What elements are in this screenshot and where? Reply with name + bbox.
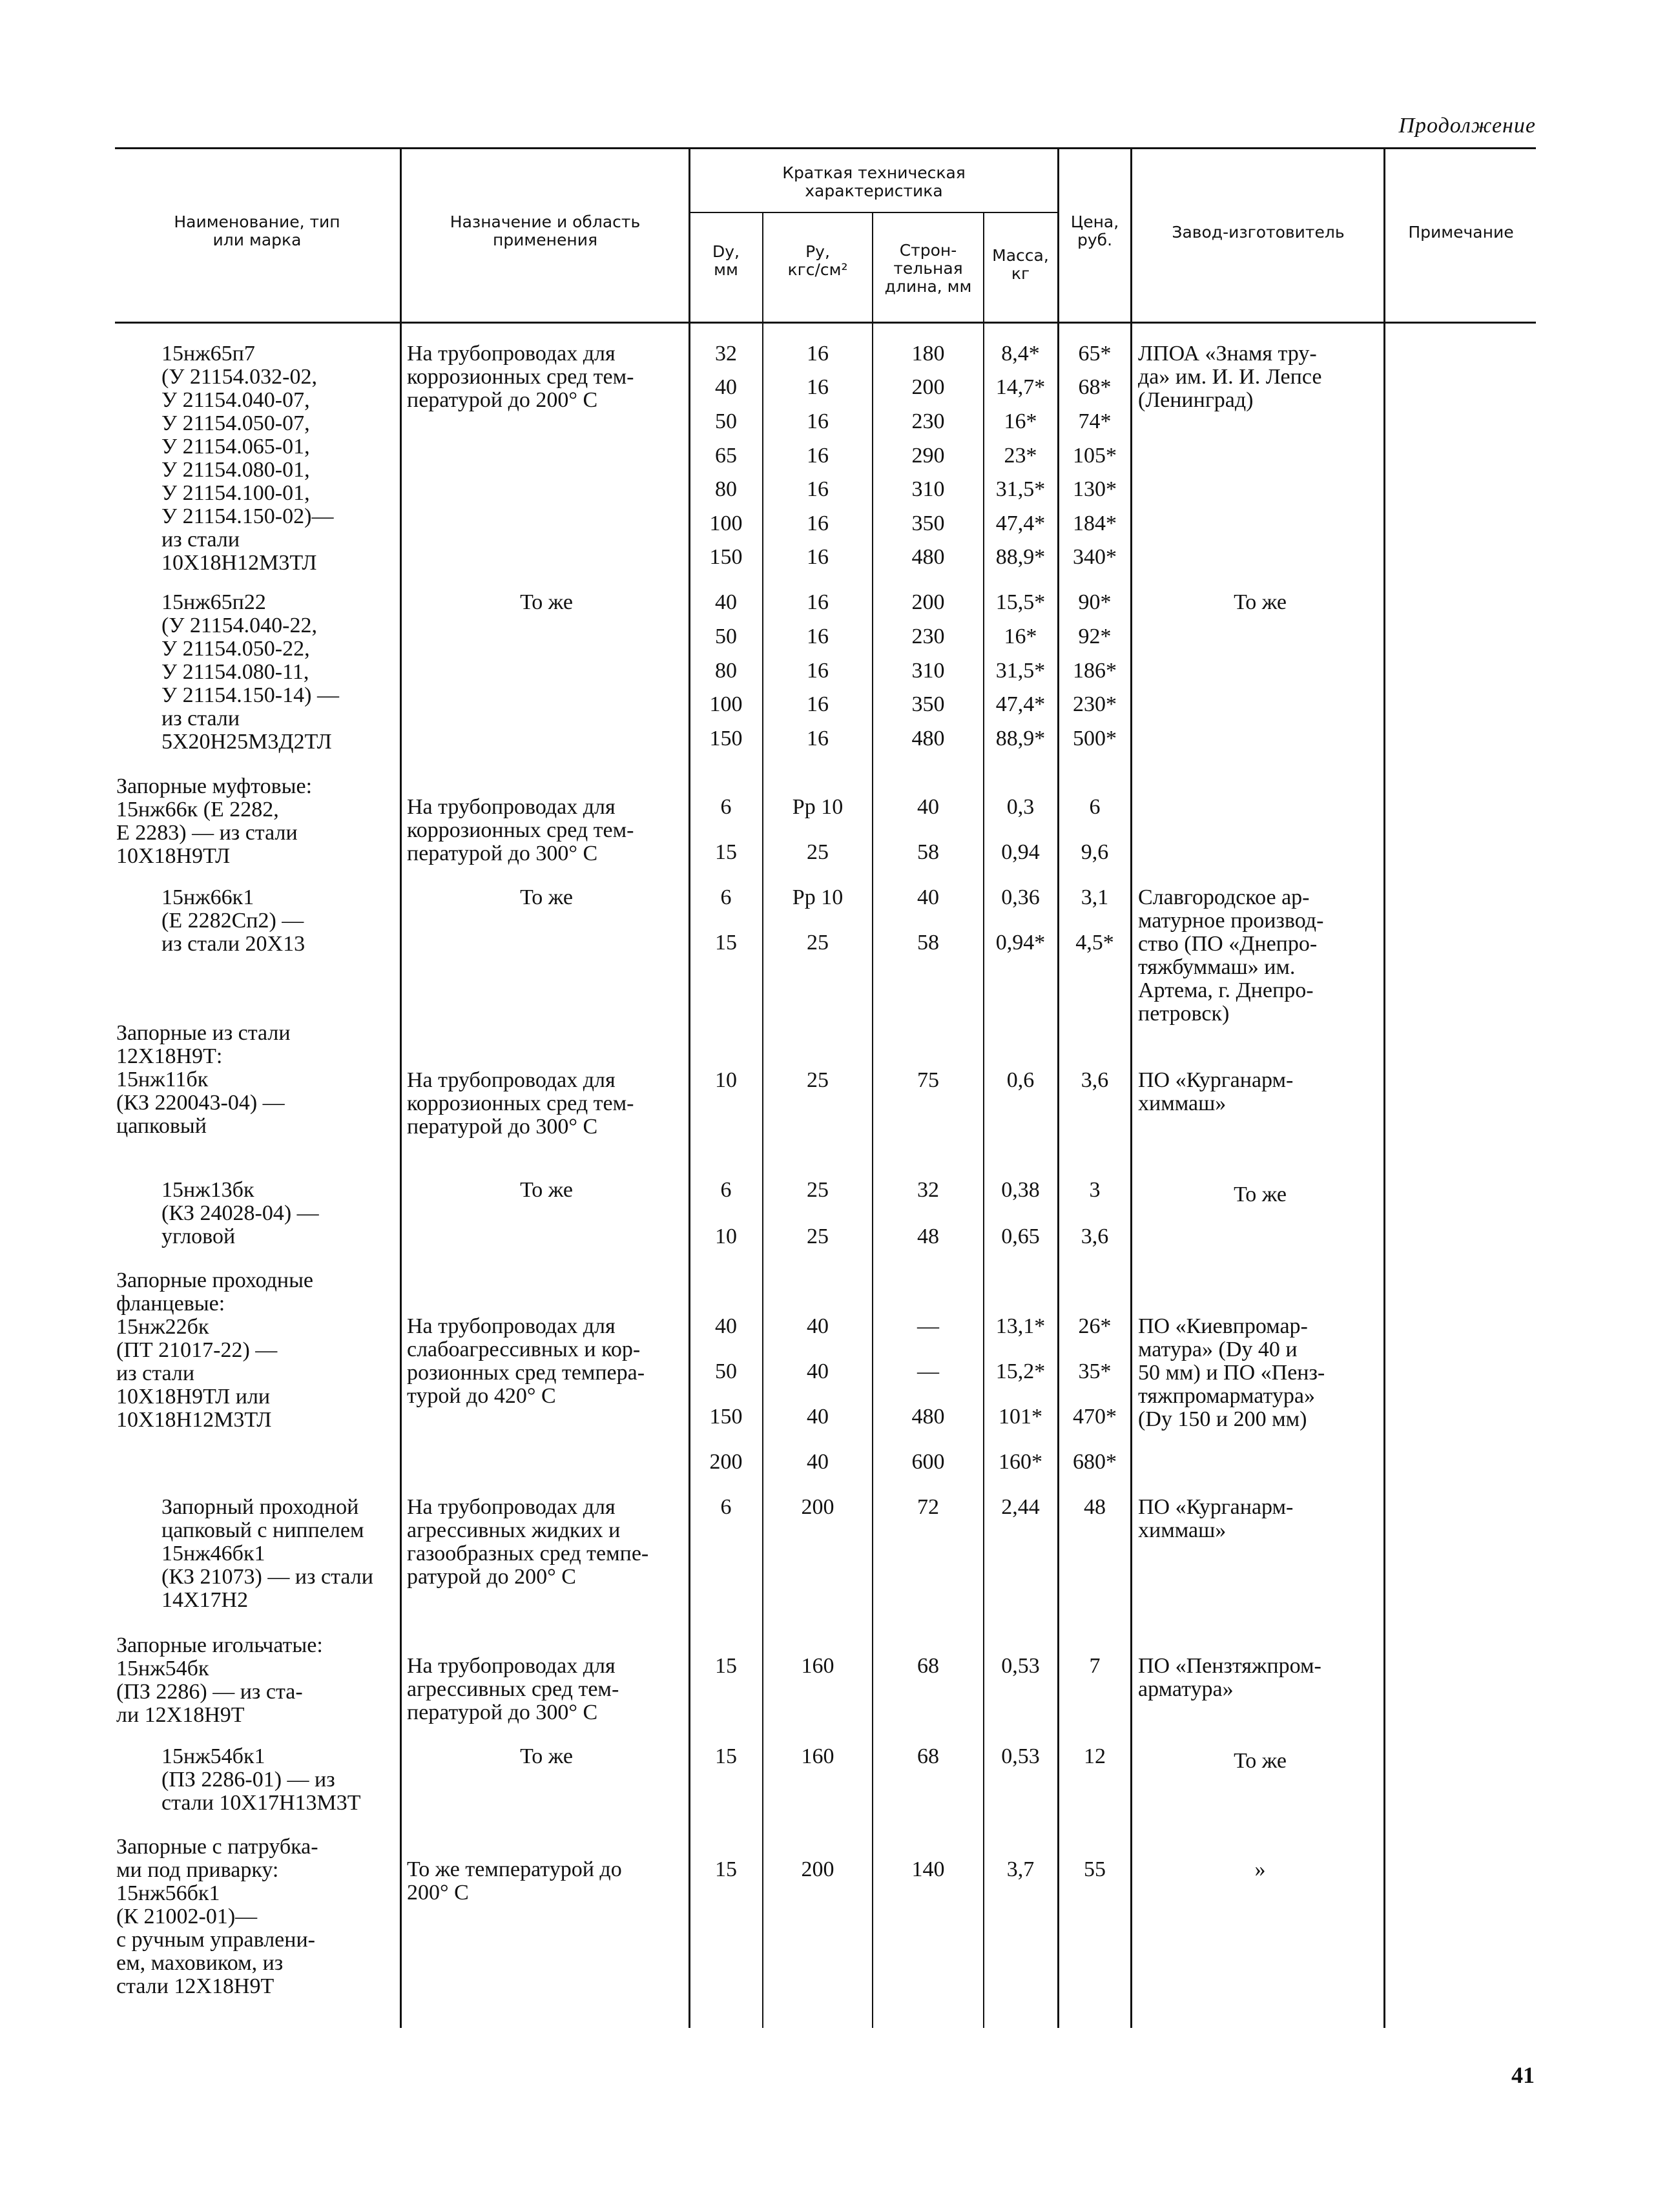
dy-value: 10: [715, 1068, 737, 1092]
item-manufacturer: ПО «Курганарм- химмаш»: [1138, 1068, 1294, 1115]
mass-value: 16*: [1004, 625, 1037, 648]
dy-value: 150: [709, 727, 743, 750]
price-value: 6: [1089, 795, 1101, 819]
price-value: 680*: [1073, 1450, 1117, 1474]
dy-value: 15: [715, 1857, 737, 1881]
col-divider-3: [762, 213, 763, 2028]
item-name: 15нж54бк1 (ПЗ 2286-01) — из стали 10Х17Н13М3Т: [161, 1744, 361, 1815]
item-name: 15нж65п22 (У 21154.040-22, У 21154.050-22, У 21154.080-11, У 21154.150-14) — из стали 5Х20Н25М3Д2ТЛ: [161, 590, 339, 754]
mass-value: 2,44: [1001, 1495, 1040, 1519]
item-purpose: На трубопроводах для коррозионных сред тем- пературой до 200° С: [407, 342, 634, 412]
price-value: 130*: [1073, 477, 1117, 501]
py-value: 16: [807, 512, 829, 535]
price-value: 500*: [1073, 727, 1117, 750]
length-value: 40: [917, 885, 939, 909]
dy-value: 40: [715, 375, 737, 399]
item-manufacturer: Славгородское ар- матурное производ- ство (ПО «Днепро- тяжбуммаш» им. Артема, г. Днепро- петровск): [1138, 885, 1324, 1026]
item-manufacturer: То же: [1234, 590, 1287, 614]
price-value: 340*: [1073, 545, 1117, 569]
length-value: 600: [911, 1450, 945, 1474]
price-value: 3,6: [1081, 1068, 1109, 1092]
price-value: 65*: [1078, 342, 1112, 366]
length-value: 310: [911, 659, 945, 683]
item-manufacturer: ПО «Пензтяжпром- арматура»: [1138, 1654, 1321, 1701]
item-purpose: То же: [520, 1178, 573, 1202]
price-value: 48: [1084, 1495, 1106, 1519]
dy-value: 50: [715, 625, 737, 648]
header-purpose: Назначение и область применения: [450, 212, 641, 249]
dy-value: 80: [715, 477, 737, 501]
item-name: 15нж66к1 (Е 2282Сп2) — из стали 20Х13: [161, 885, 306, 956]
mass-value: 0,38: [1001, 1178, 1040, 1202]
mass-value: 88,9*: [995, 545, 1046, 569]
length-value: 350: [911, 692, 945, 716]
mass-value: 0,53: [1001, 1654, 1040, 1678]
header-mass: Масса, кг: [992, 246, 1049, 283]
dy-value: 15: [715, 1744, 737, 1768]
length-value: 350: [911, 512, 945, 535]
mass-value: 15,2*: [995, 1359, 1046, 1383]
dy-value: 65: [715, 444, 737, 468]
py-value: 16: [807, 444, 829, 468]
item-purpose: На трубопроводах для слабоагрессивных и кор- розионных сред темпера- турой до 420° С: [407, 1314, 645, 1408]
price-value: 68*: [1078, 375, 1112, 399]
header-py: Pу, кгс/см²: [787, 242, 848, 279]
dy-value: 100: [709, 692, 743, 716]
py-value: 25: [807, 1225, 829, 1248]
item-purpose: На трубопроводах для агрессивных жидких и газообразных сред темпе- ратурой до 200° С: [407, 1495, 649, 1589]
price-value: 26*: [1078, 1314, 1112, 1338]
dy-value: 40: [715, 1314, 737, 1338]
py-value: Pр 10: [792, 795, 844, 819]
length-value: 58: [917, 840, 939, 864]
dy-value: 32: [715, 342, 737, 366]
length-value: 180: [911, 342, 945, 366]
length-value: 230: [911, 625, 945, 648]
header-dy: Dу, мм: [712, 242, 740, 279]
dy-value: 150: [709, 1405, 743, 1429]
length-value: 200: [911, 590, 945, 614]
item-name: Запорный проходной цапковый с ниппелем 15нж46бк1 (КЗ 21073) — из стали 14Х17Н2: [161, 1495, 373, 1612]
py-value: 16: [807, 659, 829, 683]
page-number: 41: [1511, 2062, 1535, 2088]
length-value: 310: [911, 477, 945, 501]
dy-value: 6: [720, 1178, 732, 1202]
mass-value: 0,65: [1001, 1225, 1040, 1248]
item-manufacturer: То же: [1234, 1749, 1287, 1773]
item-name: Запорные игольчатые: 15нж54бк (ПЗ 2286) — из ста- ли 12Х18Н9Т: [116, 1633, 323, 1727]
py-value: 40: [807, 1405, 829, 1429]
py-value: 16: [807, 625, 829, 648]
header-note: Примечание: [1408, 223, 1514, 242]
table-top-rule: [115, 147, 1536, 149]
py-value: 200: [801, 1495, 834, 1519]
price-value: 74*: [1078, 409, 1112, 433]
item-purpose: То же: [520, 1744, 573, 1768]
length-value: 140: [911, 1857, 945, 1881]
length-value: 68: [917, 1654, 939, 1678]
price-value: 4,5*: [1075, 931, 1114, 955]
dy-value: 6: [720, 1495, 732, 1519]
length-value: 480: [911, 1405, 945, 1429]
mass-value: 0,94: [1001, 840, 1040, 864]
py-value: 16: [807, 342, 829, 366]
mass-value: 101*: [999, 1405, 1042, 1429]
col-divider-1: [400, 149, 402, 2028]
mass-value: 13,1*: [995, 1314, 1046, 1338]
col-divider-7: [1130, 149, 1132, 2028]
mass-value: 0,36: [1001, 885, 1040, 909]
col-divider-2: [689, 149, 690, 2028]
price-value: 3: [1089, 1178, 1101, 1202]
dy-value: 100: [709, 512, 743, 535]
dy-value: 150: [709, 545, 743, 569]
mass-value: 3,7: [1006, 1857, 1035, 1881]
price-value: 230*: [1073, 692, 1117, 716]
header-bottom-rule: [115, 322, 1536, 324]
mass-value: 31,5*: [995, 477, 1046, 501]
mass-value: 16*: [1004, 409, 1037, 433]
price-value: 470*: [1073, 1405, 1117, 1429]
length-value: 200: [911, 375, 945, 399]
header-brief-spec: Краткая техническая характеристика: [782, 163, 966, 200]
col-divider-6: [1057, 149, 1059, 2028]
col-divider-8: [1383, 149, 1385, 2028]
continued-label: Продолжение: [1398, 114, 1536, 138]
dy-value: 6: [720, 885, 732, 909]
mass-value: 23*: [1004, 444, 1037, 468]
price-value: 3,1: [1081, 885, 1109, 909]
length-value: 68: [917, 1744, 939, 1768]
dy-value: 50: [715, 409, 737, 433]
mass-value: 31,5*: [995, 659, 1046, 683]
spec-group-rule: [689, 212, 1058, 213]
dy-value: 6: [720, 795, 732, 819]
mass-value: 0,94*: [995, 931, 1046, 955]
py-value: 16: [807, 727, 829, 750]
py-value: 25: [807, 1068, 829, 1092]
dy-value: 200: [709, 1450, 743, 1474]
header-length: Строн- тельная длина, мм: [884, 241, 972, 296]
item-name: Запорные с патрубка- ми под приварку: 15нж56бк1 (К 21002-01)— с ручным управлени- ем, маховиком, из стали 12Х18Н9Т: [116, 1835, 318, 1998]
price-value: 186*: [1073, 659, 1117, 683]
price-value: 184*: [1073, 512, 1117, 535]
price-value: 7: [1089, 1654, 1101, 1678]
py-value: 160: [801, 1654, 834, 1678]
header-name: Наименование, тип или марка: [174, 212, 340, 249]
item-name: Запорные проходные фланцевые: 15нж22бк (ПТ 21017-22) — из стали 10Х18Н9ТЛ или 10Х18Н12М3ТЛ: [116, 1268, 314, 1432]
price-value: 92*: [1078, 625, 1112, 648]
item-manufacturer: »: [1254, 1857, 1266, 1881]
item-name: Запорные муфтовые: 15нж66к (Е 2282, Е 2283) — из стали 10Х18Н9ТЛ: [116, 774, 313, 868]
py-value: 16: [807, 477, 829, 501]
length-value: 290: [911, 444, 945, 468]
mass-value: 0,3: [1006, 795, 1035, 819]
price-value: 55: [1084, 1857, 1106, 1881]
item-purpose: На трубопроводах для агрессивных сред тем- пературой до 300° С: [407, 1654, 619, 1724]
py-value: 160: [801, 1744, 834, 1768]
dy-value: 50: [715, 1359, 737, 1383]
length-value: 40: [917, 795, 939, 819]
py-value: Pр 10: [792, 885, 844, 909]
price-value: 3,6: [1081, 1225, 1109, 1248]
py-value: 16: [807, 409, 829, 433]
mass-value: 0,53: [1001, 1744, 1040, 1768]
length-value: —: [917, 1359, 939, 1383]
item-purpose: То же: [520, 590, 573, 614]
py-value: 40: [807, 1314, 829, 1338]
price-value: 90*: [1078, 590, 1112, 614]
dy-value: 15: [715, 840, 737, 864]
py-value: 16: [807, 375, 829, 399]
mass-value: 47,4*: [995, 692, 1046, 716]
mass-value: 47,4*: [995, 512, 1046, 535]
price-value: 9,6: [1081, 840, 1109, 864]
item-name: 15нж65п7 (У 21154.032-02, У 21154.040-07, У 21154.050-07, У 21154.065-01, У 21154.080-01, У 21154.100-01, У 21154.150-02)— из стали 10Х18Н12М3ТЛ: [161, 342, 334, 575]
py-value: 200: [801, 1857, 834, 1881]
dy-value: 10: [715, 1225, 737, 1248]
mass-value: 88,9*: [995, 727, 1046, 750]
py-value: 16: [807, 545, 829, 569]
price-value: 105*: [1073, 444, 1117, 468]
length-value: 72: [917, 1495, 939, 1519]
mass-value: 160*: [999, 1450, 1042, 1474]
length-value: 48: [917, 1225, 939, 1248]
py-value: 25: [807, 840, 829, 864]
dy-value: 15: [715, 931, 737, 955]
mass-value: 8,4*: [1001, 342, 1040, 366]
item-name: Запорные из стали 12Х18Н9Т: 15нж11бк (КЗ 220043-04) — цапковый: [116, 1021, 291, 1138]
col-divider-4: [872, 213, 873, 2028]
price-value: 35*: [1078, 1359, 1112, 1383]
item-manufacturer: ПО «Киевпромар- матура» (Dу 40 и 50 мм) и ПО «Пенз- тяжпромарматура» (Dу 150 и 200 мм): [1138, 1314, 1325, 1431]
dy-value: 40: [715, 590, 737, 614]
header-price: Цена, руб.: [1070, 212, 1119, 249]
length-value: 32: [917, 1178, 939, 1202]
length-value: 58: [917, 931, 939, 955]
py-value: 40: [807, 1450, 829, 1474]
item-purpose: То же температурой до 200° С: [407, 1857, 622, 1905]
length-value: —: [917, 1314, 939, 1338]
mass-value: 15,5*: [995, 590, 1046, 614]
py-value: 16: [807, 692, 829, 716]
item-name: 15нж13бк (КЗ 24028-04) — угловой: [161, 1178, 319, 1248]
length-value: 230: [911, 409, 945, 433]
py-value: 25: [807, 1178, 829, 1202]
py-value: 25: [807, 931, 829, 955]
item-purpose: На трубопроводах для коррозионных сред тем- пературой до 300° С: [407, 795, 634, 865]
header-manufacturer: Завод-изготовитель: [1172, 223, 1345, 242]
py-value: 40: [807, 1359, 829, 1383]
item-manufacturer: То же: [1234, 1183, 1287, 1206]
mass-value: 0,6: [1006, 1068, 1035, 1092]
length-value: 480: [911, 545, 945, 569]
py-value: 16: [807, 590, 829, 614]
price-value: 12: [1084, 1744, 1106, 1768]
mass-value: 14,7*: [995, 375, 1046, 399]
item-purpose: То же: [520, 885, 573, 909]
item-manufacturer: ПО «Курганарм- химмаш»: [1138, 1495, 1294, 1542]
length-value: 480: [911, 727, 945, 750]
length-value: 75: [917, 1068, 939, 1092]
item-manufacturer: ЛПОА «Знамя тру- да» им. И. И. Лепсе (Ленинград): [1138, 342, 1322, 412]
dy-value: 80: [715, 659, 737, 683]
dy-value: 15: [715, 1654, 737, 1678]
item-purpose: На трубопроводах для коррозионных сред тем- пературой до 300° С: [407, 1068, 634, 1139]
